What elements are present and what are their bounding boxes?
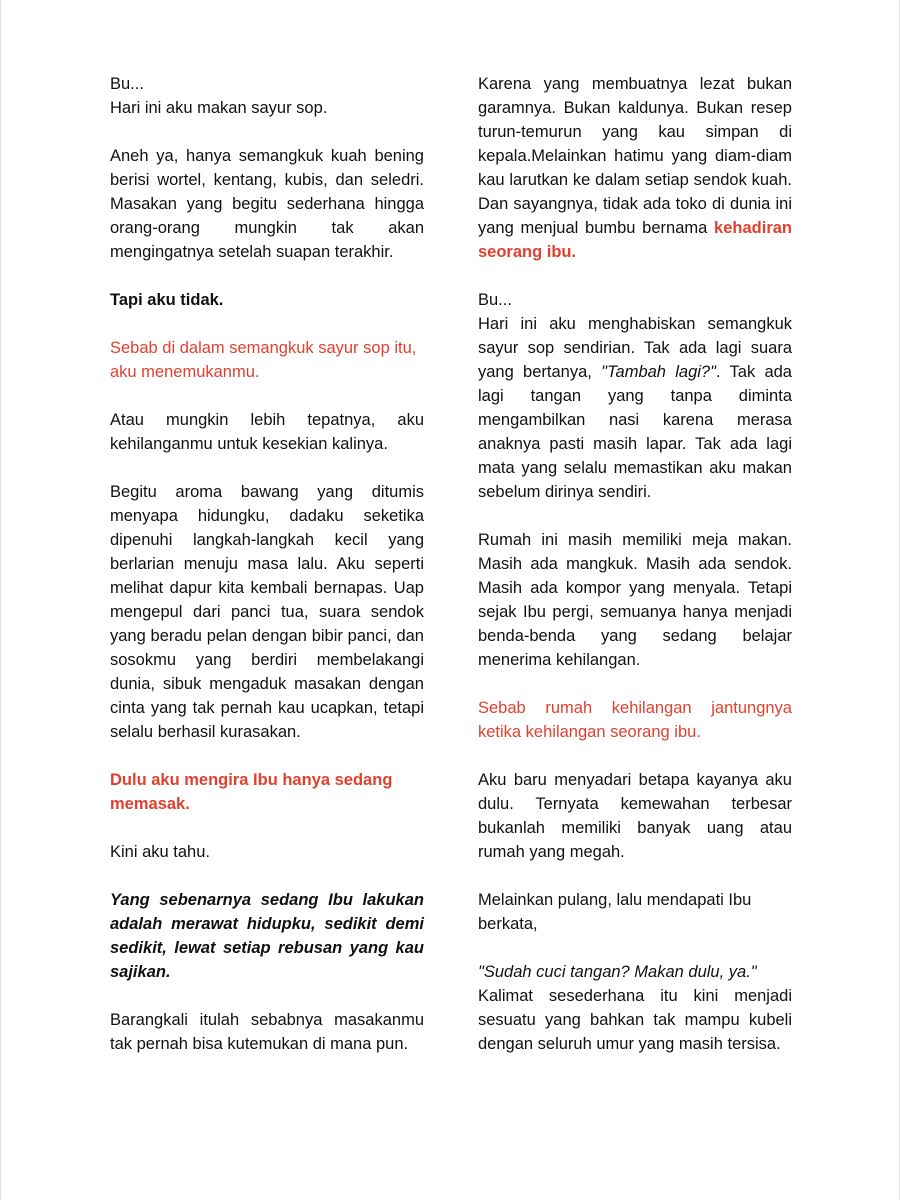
paragraph-red-bold: Dulu aku mengira Ibu hanya sedang memasak. [110,771,393,813]
greeting-line-2: Bu... [478,291,512,309]
paragraph-greeting [110,72,424,120]
paragraph-final-quote [478,960,792,1056]
greeting-line: Bu... [110,75,144,93]
paragraph-memory: Begitu aroma bawang yang ditumis menyapa hidungku, dadaku seketika dipenuhi langkah-langkah kecil yang berlarian menuju masa lalu. Aku seperti melihat dapur kita kembali bernapas. Uap mengepul dari panci tua, suara sendok yang beradu pelan dengan bibir panci, dan sosokmu yang berdiri membelakangi dunia, sibuk mengaduk masakan dengan cinta yang tak pernah kau ucapkan, tetapi selalu berhasil kurasakan. [110,483,424,741]
paragraph-realization: Kini aku tahu. [110,843,210,861]
red-bold-highlight: kehadiran seorang ibu. [478,219,792,261]
paragraph-coming-home: Melainkan pulang, lalu mendapati Ibu berkata, [478,891,752,933]
italic-quote: "Tambah lagi?" [601,363,716,381]
paragraph-bold-statement: Tapi aku tidak. [110,291,224,309]
italic-final-quote: "Sudah cuci tangan? Makan dulu, ya." [478,963,757,981]
paragraph-loss: Atau mungkin lebih tepatnya, aku kehilanganmu untuk kesekian kalinya. [110,411,424,453]
paragraph-house-objects: Rumah ini masih memiliki meja makan. Masih ada mangkuk. Masih ada sendok. Masih ada kompor yang menyala. Tetapi sejak Ibu pergi, semuanya hanya menjadi benda-benda yang sedang belajar menerima kehilangan. [478,531,792,669]
paragraph-red-highlight: Sebab di dalam semangkuk sayur sop itu, aku menemukanmu. [110,339,417,381]
eating-alone-text-1: Hari ini aku menghabiskan semangkuk sayur sop sendirian. Tak ada lagi suara yang bertanya, [478,315,792,381]
final-text: Kalimat sesederhana itu kini menjadi sesuatu yang bahkan tak mampu kubeli dengan seluruh umur yang masih tersisa. [478,987,792,1053]
paragraph-bold-italic: Yang sebenarnya sedang Ibu lakukan adalah merawat hidupku, sedikit demi sedikit, lewat setiap rebusan yang kau sajikan. [110,891,424,981]
eating-alone-text-2: . Tak ada lagi tangan yang tanpa diminta mengambilkan nasi karena merasa anaknya pasti masih lapar. Tak ada lagi mata yang selalu memastikan aku makan sebelum dirinya sendiri. [478,363,792,501]
left-column [110,72,424,1056]
paragraph-soup-description: Aneh ya, hanya semangkuk kuah bening berisi wortel, kentang, kubis, dan seledri. Masakan yang begitu sederhana hingga orang-orang mungkin tak akan mengingatnya setelah suapan terakhir. [110,147,424,261]
paragraph-eating-alone [478,288,792,504]
paragraph-secret-ingredient [478,72,792,264]
secret-ingredient-text: Karena yang membuatnya lezat bukan garamnya. Bukan kaldunya. Bukan resep turun-temurun yang kau simpan di kepala.Melainkan hatimu yang diam-diam kau larutkan ke dalam setiap sendok kuah. Dan sayangnya, tidak ada toko di dunia ini yang menjual bumbu bernama [478,75,792,237]
paragraph-conclusion: Barangkali itulah sebabnya masakanmu tak pernah bisa kutemukan di mana pun. [110,1011,424,1053]
paragraph-wealth: Aku baru menyadari betapa kayanya aku dulu. Ternyata kemewahan terbesar bukanlah memiliki banyak uang atau rumah yang megah. [478,771,792,861]
opening-line: Hari ini aku makan sayur sop. [110,99,328,117]
paragraph-red-heart: Sebab rumah kehilangan jantungnya ketika kehilangan seorang ibu. [478,699,792,741]
right-column [478,72,792,1056]
